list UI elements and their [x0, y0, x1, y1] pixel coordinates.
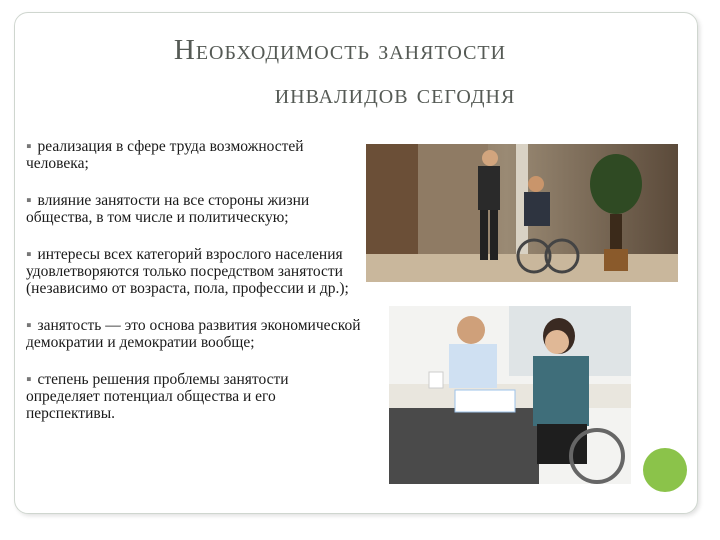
bullet-text: занятость — это основа развития экономической демократии и демократии вообще; — [26, 317, 361, 351]
wheelchair-desk-photo — [389, 306, 631, 484]
bullet-marker-icon: ▪ — [26, 317, 32, 334]
bullet-item — [26, 371, 366, 422]
bullet-item — [26, 317, 366, 351]
bullet-marker-icon: ▪ — [26, 192, 32, 209]
title-line-2: инвалидов сегодня — [274, 78, 516, 110]
bullet-text: степень решения проблемы занятости определяет потенциал общества и его перспективы. — [26, 371, 289, 422]
bullet-item — [26, 246, 366, 297]
handshake-office-photo — [366, 144, 678, 282]
accent-circle-icon — [643, 448, 687, 492]
bullet-text: интересы всех категорий взрослого населения удовлетворяются только посредством занятости (независимо от возраста, пола, профессии и др.); — [26, 246, 349, 297]
bullet-item — [26, 192, 366, 226]
bullet-list — [26, 138, 366, 442]
bullet-text: влияние занятости на все стороны жизни общества, в том числе и политическую; — [26, 192, 310, 226]
bullet-marker-icon: ▪ — [26, 371, 32, 388]
slide-title — [0, 28, 720, 116]
title-line-1: Необходимость занятости — [173, 34, 507, 66]
bullet-marker-icon: ▪ — [26, 246, 32, 263]
bullet-text: реализация в сфере труда возможностей человека; — [26, 138, 304, 172]
bullet-marker-icon: ▪ — [26, 138, 32, 155]
bullet-item — [26, 138, 366, 172]
